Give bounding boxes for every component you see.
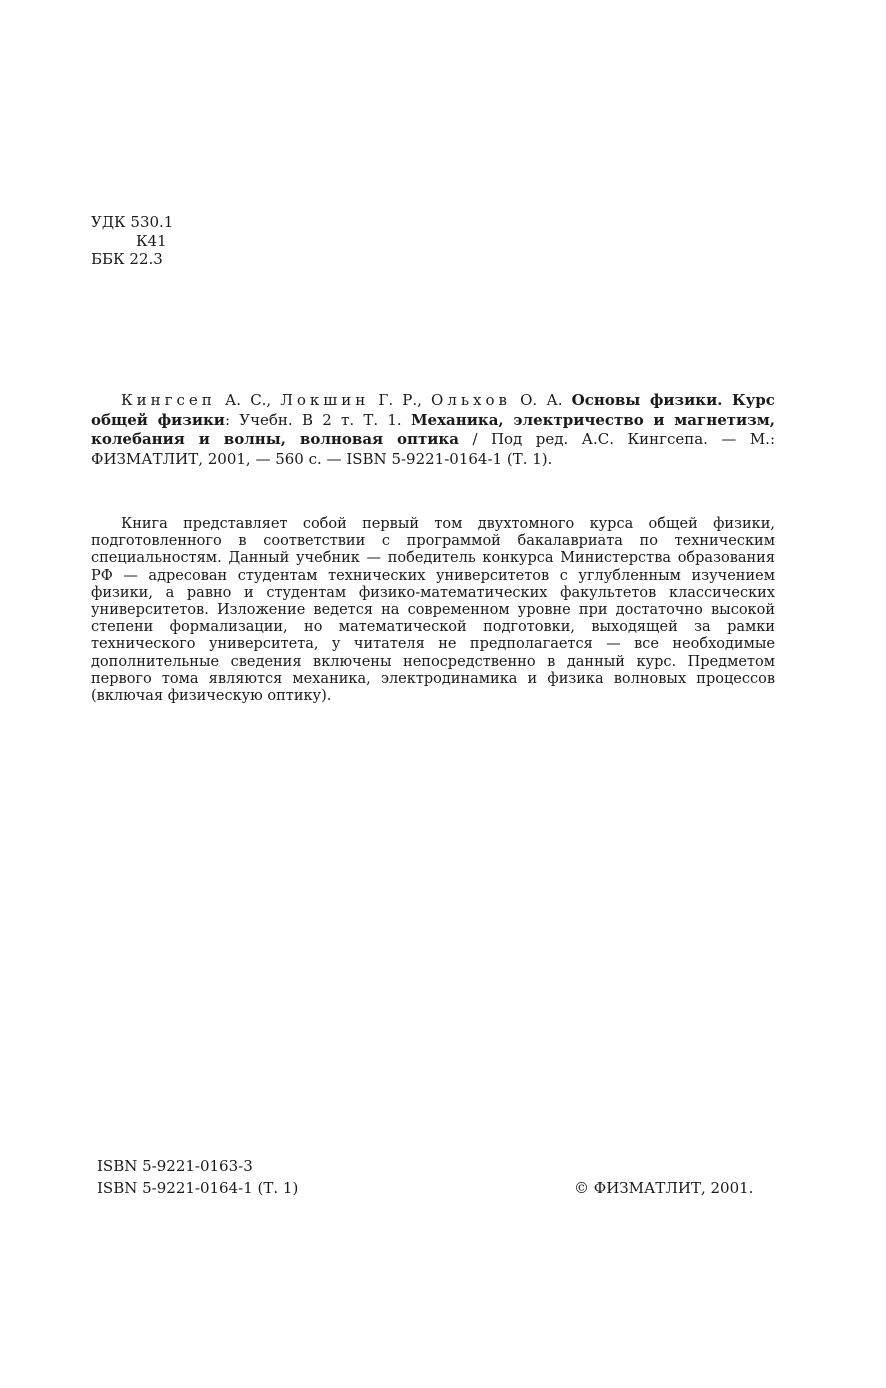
- bibliographic-description: [91, 391, 775, 469]
- author-1-surname: Кингсеп: [121, 391, 216, 409]
- bbk-code: ББК 22.3: [91, 250, 163, 268]
- book-title: Основы физики. Курс общей физики: [91, 391, 775, 429]
- author-3-surname: Ольхов: [431, 391, 511, 409]
- editor-publisher: / Под ред. А.С. Кингсепа. — М.: ФИЗМАТЛИТ, 2001, — 560 с. — ISBN 5-9221-0164-1 (Т. 1).: [91, 430, 775, 468]
- volume-title: Механика, электричество и магнетизм, колебания и волны, волновая оптика: [91, 410, 775, 448]
- author-1-initials: А. С.,: [224, 391, 272, 409]
- udk-code: УДК 530.1: [91, 213, 174, 231]
- type-volume: : Учебн. В 2 т. Т. 1.: [224, 410, 402, 429]
- author-3-initials: О. А.: [520, 391, 563, 409]
- copyright-notice: © ФИЗМАТЛИТ, 2001.: [574, 1179, 754, 1197]
- isbn-volume: ISBN 5-9221-0164-1 (Т. 1): [97, 1179, 299, 1197]
- author-2-surname: Локшин: [280, 391, 370, 409]
- author-mark: К41: [136, 231, 167, 250]
- abstract-paragraph: Книга представляет собой первый том двухтомного курса общей физики, подготовленного в соответствии с программой бакалавриата по техническим специальностям. Данный учебник — победитель конкурса Министерства образования РФ — адресован студентам технических университетов с углубленным изучением физики, а равно и студентам физико-математических факультетов классических университетов. Изложение ведется на современном уровне при достаточно высокой степени формализации, но математической подготовки, выходящей за рамки технического университета, у читателя не предполагается — все необходимые дополнительные сведения включены непосредственно в данный курс. Предметом первого тома являются механика, электродинамика и физика волновых процессов (включая физическую оптику).: [91, 516, 775, 705]
- author-2-initials: Г. Р.,: [378, 391, 422, 409]
- isbn-block: [97, 1155, 298, 1199]
- isbn-set: ISBN 5-9221-0163-3: [97, 1157, 253, 1175]
- classification-block: [91, 213, 173, 269]
